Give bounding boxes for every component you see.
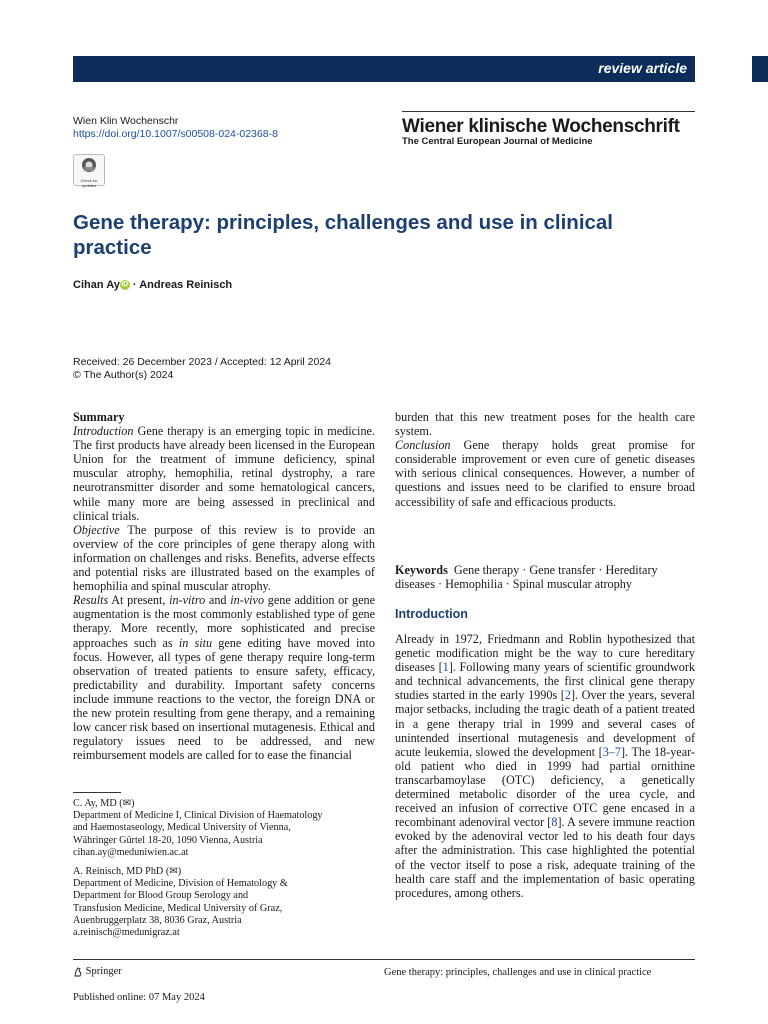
ref-link-2[interactable]: 2 (564, 688, 571, 703)
summary-column (73, 410, 375, 762)
keywords (395, 563, 695, 591)
author-1[interactable]: Cihan Ay (73, 279, 120, 291)
summary-introduction: Introduction Gene therapy is an emerging topic in medicine. The first products have already been licensed in the European Union for the treatment of immune deficiency, spinal muscular atrophy, hemophilia, retinal dystrophy, a rare neurotransmitter disorder and some hematological cancers, while many more are being assessed in preclinical and clinical trials. (73, 424, 375, 523)
summary-results-continued: burden that this new treatment poses for the health care system. (395, 410, 695, 439)
summary-conclusion: Conclusion Gene therapy holds great promise for considerable improvement or even cure of genetic diseases with serious clinical consequences. However, a number of questions and issues need to be clarified to ensure broad accessibility of safe and efficacious products. (395, 438, 695, 509)
article-title: Gene therapy: principles, challenges and use in clinical practice (73, 211, 614, 259)
affiliation-reinisch: A. Reinisch, MD PhD (✉) Department of Medicine, Division of Hematology & Department for Blood Group Serology and Transfusion Medicine, Medical University of Graz, Auenbruggerplatz 38, 8036 Graz, Austria a.reinisch@medunigraz.at (73, 866, 373, 939)
published-date: Published online: 07 May 2024 (73, 992, 205, 1003)
email-link[interactable]: a.reinisch@medunigraz.at (73, 927, 180, 939)
publisher-logo (73, 966, 122, 977)
keywords-label: Keywords (395, 563, 448, 577)
check-updates-button[interactable] (73, 154, 105, 186)
journal-subtitle: The Central European Journal of Medicine (402, 136, 593, 147)
keywords-list: Gene therapy · Gene transfer · Hereditary diseases · Hemophilia · Spinal muscular atrophy (395, 563, 658, 592)
springer-horse-icon (73, 967, 83, 977)
received-accepted: Received: 26 December 2023 / Accepted: 12 April 2024 (73, 356, 331, 368)
masthead-rule (402, 111, 695, 112)
publisher-name: Springer (85, 966, 122, 977)
check-updates-label: Check for updates (80, 178, 98, 188)
orcid-icon[interactable]: iD (121, 281, 129, 289)
email-link[interactable]: cihan.ay@meduniwien.ac.at (73, 846, 189, 858)
summary-objective: Objective The purpose of this review is to provide an overview of the core principles of gene therapy along with information on challenges and risks. Benefits, adverse effects and potential risks are illustrated based on the examples of hemophilia and spinal muscular atrophy. (73, 522, 375, 594)
article-type-label: review article (598, 60, 687, 76)
summary-continuation (395, 410, 695, 509)
footer-rule (73, 959, 695, 960)
author-list (73, 279, 232, 291)
ref-link-3-7[interactable]: 3–7 (602, 744, 621, 759)
crossmark-icon (81, 157, 97, 173)
affiliation-rule (73, 792, 121, 793)
affiliation-ay: C. Ay, MD (✉) Department of Medicine I, Clinical Division of Haematology and Haemostaseology, Medical University of Vienna, Währinger Gürtel 18-20, 1090 Vienna, Austria cihan.ay@meduniwien.ac.at (73, 798, 373, 859)
summary-results: Results At present, in-vitro and in-vivo gene addition or gene augmentation is the most commonly established type of gene therapy. More recently, more sophisticated and precise approaches such as in situ gene editing have moved into focus. However, all types of gene therapy require long-term observation of treated patients to ensure safety, efficacy, predictability and durability. Important safety concerns include immune reactions to the vector, the foreign DNA or the new protein resulting from gene therapy, and a remaining low cancer risk based on insertional mutagenesis. Ethical and regulatory issues need to be addressed, and new reimbursement models are called for to ease the financial (73, 593, 376, 763)
affiliation-name: C. Ay, MD (✉) (73, 798, 135, 809)
author-separator: · (129, 279, 140, 291)
ref-link-8[interactable]: 8 (551, 815, 558, 830)
article-dates (73, 356, 331, 382)
introduction-body: Already in 1972, Friedmann and Roblin hypothesized that genetic modification might be the way to cure hereditary diseases [1]. Following many years of scientific groundwork and technical advancements, the first clinical gene therapy studies started in the early 1990s [2]. Over the years, several major setbacks, including the tragic death of a patient treated in a gene therapy trial in 1999 and several cases of unintended insertional mutagenesis and development of acute leukemia, slowed the development [3–7]. The 18-year-old patient who died in 1999 had partial ornithine transcarbamoylase (OTC) deficiency, a genetically determined metabolic disorder of the urea cycle, and received an infusion of corrective OTC gene encased in a recombinant adenoviral vector [8]. A severe immune reaction evoked by the adenoviral vector led to his death four days after the administration. This case highlighted the potential of the vector itself to pose a risk, adequate training of the health care staff and the implementation of basic operating procedures, among others. (395, 632, 695, 900)
author-2[interactable]: Andreas Reinisch (139, 279, 233, 291)
introduction-heading: Introduction (395, 607, 468, 621)
ref-link-1[interactable]: 1 (442, 660, 449, 675)
journal-name: Wiener klinische Wochenschrift (402, 116, 680, 137)
summary-heading: Summary (73, 410, 125, 424)
journal-abbrev: Wien Klin Wochenschr (73, 115, 179, 127)
running-title: Gene therapy: principles, challenges and use in clinical practice (384, 967, 652, 978)
affiliation-name: A. Reinisch, MD PhD (✉) (73, 866, 182, 877)
side-tab (752, 56, 768, 82)
doi-link[interactable]: https://doi.org/10.1007/s00508-024-02368-8 (73, 128, 278, 140)
copyright: © The Author(s) 2024 (73, 369, 174, 381)
article-type-bar (73, 56, 695, 82)
